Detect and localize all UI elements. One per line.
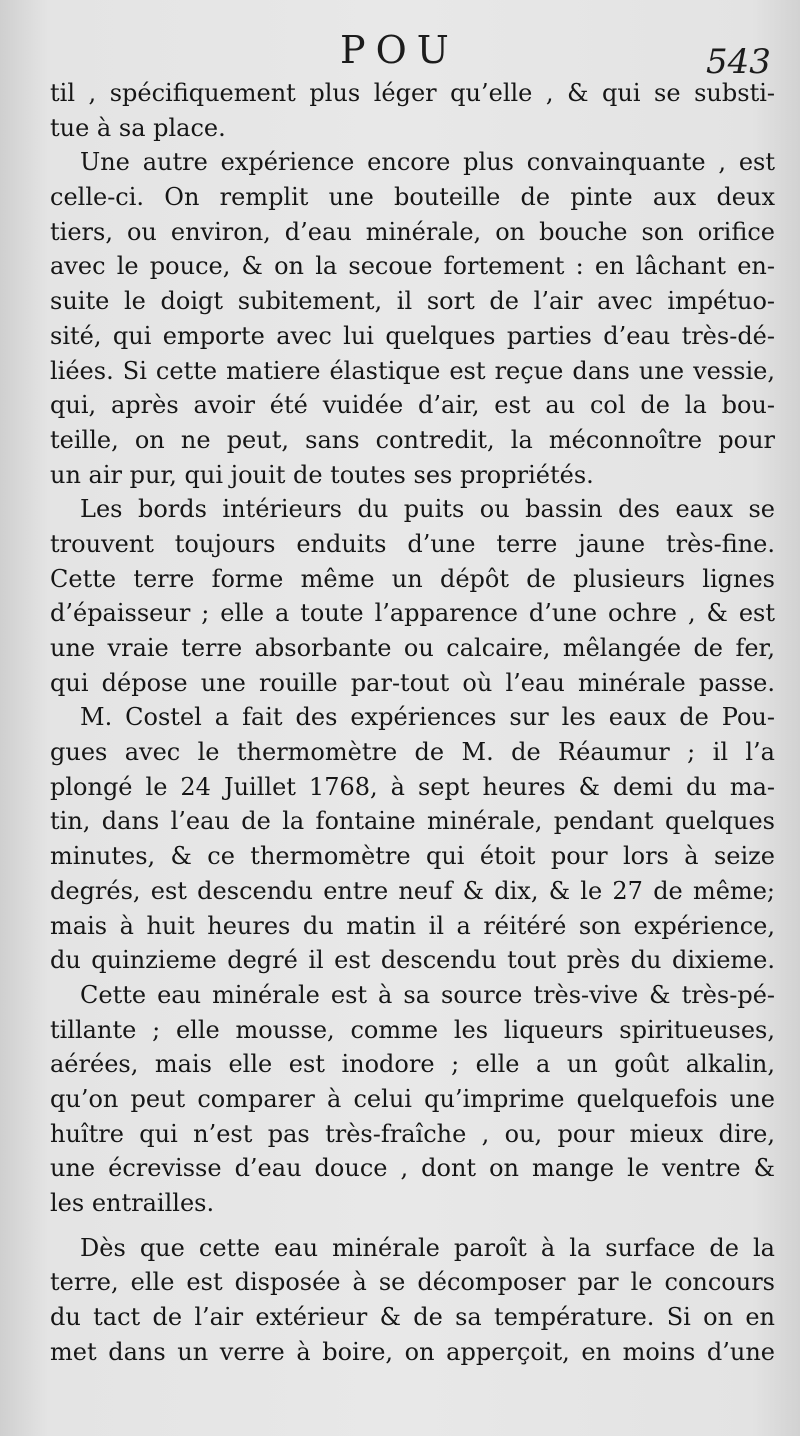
text-line: M. Costel a fait des expériences sur les eaux de Pou- xyxy=(80,703,775,732)
text-line: du quinzieme degré il est descendu tout près du dixieme. xyxy=(50,946,775,975)
text-line: Cette eau minérale est à sa source très-vive & très-pé- xyxy=(80,980,775,1009)
text-line: liées. Si cette matiere élastique est reçue dans une vessie, xyxy=(50,356,775,385)
text-line: huître qui n’est pas très-fraîche , ou, pour mieux dire, xyxy=(50,1119,775,1148)
text-line: suite le doigt subitement, il sort de l’air avec impétuo- xyxy=(50,287,775,316)
text-line: tin, dans l’eau de la fontaine minérale, pendant quelques xyxy=(50,807,775,836)
text-line: tillante ; elle mousse, comme les liqueurs spiritueuses, xyxy=(50,1015,775,1044)
text-line: plongé le 24 Juillet 1768, à sept heures & demi du ma- xyxy=(50,772,775,801)
text-line: une écrevisse d’eau douce , dont on mange le ventre & xyxy=(50,1154,775,1183)
running-head: POU xyxy=(340,28,459,72)
text-line: gues avec le thermomètre de M. de Réaumur ; il l’a xyxy=(50,738,775,767)
text-line: minutes, & ce thermomètre qui étoit pour lors à seize xyxy=(50,842,775,871)
text-line: sité, qui emporte avec lui quelques parties d’eau très-dé- xyxy=(50,321,775,350)
text-line: terre, elle est disposée à se décomposer par le concours xyxy=(50,1268,775,1297)
text-line: Une autre expérience encore plus convainquante , est xyxy=(80,148,775,177)
text-line: une vraie terre absorbante ou calcaire, mêlangée de fer, xyxy=(50,634,775,662)
page-number: 543 xyxy=(706,42,771,82)
text-line: trouvent toujours enduits d’une terre jaune très-fine. xyxy=(50,529,775,558)
text-line: celle-ci. On remplit une bouteille de pinte aux deux xyxy=(50,183,775,212)
text-line: mais à huit heures du matin il a réitéré son expérience, xyxy=(50,911,775,940)
text-line: qui dépose une rouille par-tout où l’eau minérale passe. xyxy=(50,668,775,697)
text-line: les entrailles. xyxy=(50,1189,215,1217)
text-line: Cette terre forme même un dépôt de plusieurs lignes xyxy=(50,564,775,593)
text-line: du tact de l’air extérieur & de sa température. Si on en xyxy=(50,1303,775,1332)
text-line: d’épaisseur ; elle a toute l’apparence d’une ochre , & est xyxy=(50,599,775,628)
page-header xyxy=(0,28,800,80)
text-line: aérées, mais elle est inodore ; elle a un goût alkalin, xyxy=(50,1050,775,1079)
text-line: Dès que cette eau minérale paroît à la surface de la xyxy=(80,1233,775,1262)
text-line: Les bords intérieurs du puits ou bassin des eaux se xyxy=(80,495,775,524)
text-line: til , spécifiquement plus léger qu’elle , & qui se substi- xyxy=(50,79,775,107)
text-line: tue à sa place. xyxy=(50,113,226,142)
text-line: qu’on peut comparer à celui qu’imprime quelquefois une xyxy=(50,1084,775,1113)
text-line: un air pur, qui jouit de toutes ses propriétés. xyxy=(50,460,594,489)
text-line: teille, on ne peut, sans contredit, la méconnoître pour xyxy=(50,425,775,454)
body-text xyxy=(50,76,775,1369)
text-line: qui, après avoir été vuidée d’air, est au col de la bou- xyxy=(50,391,775,420)
text-line: degrés, est descendu entre neuf & dix, & le 27 de même; xyxy=(50,876,775,905)
text-line: tiers, ou environ, d’eau minérale, on bouche son orifice xyxy=(50,217,775,246)
text-line: avec le pouce, & on la secoue fortement : en lâchant en- xyxy=(50,252,775,281)
text-line: met dans un verre à boire, on apperçoit, en moins d’une xyxy=(50,1337,775,1366)
